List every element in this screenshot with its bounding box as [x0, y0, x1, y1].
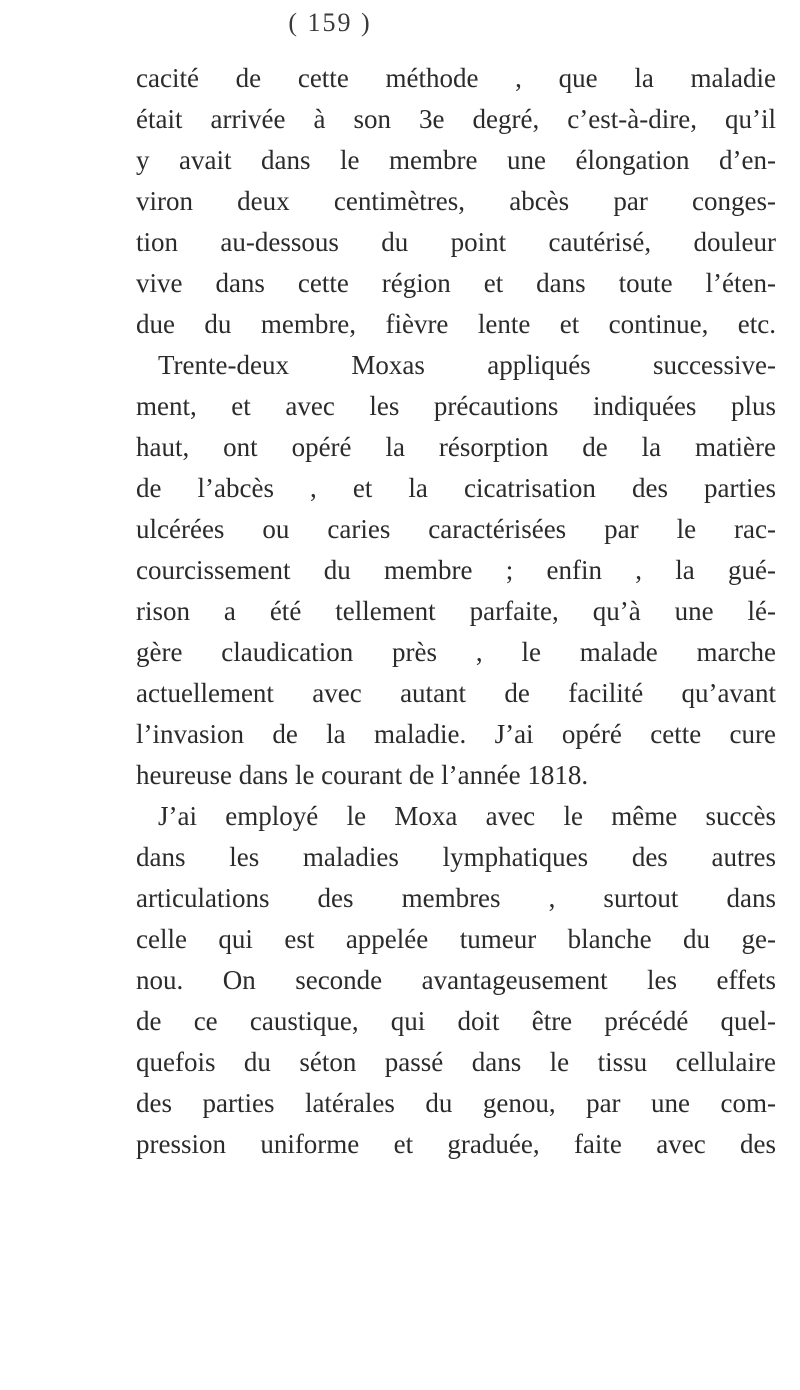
text-line: due du membre, fièvre lente et continue, etc. — [136, 309, 776, 339]
text-line: courcissement du membre ; enfin , la gué- — [136, 555, 776, 585]
text-line: articulations des membres , surtout dans — [136, 883, 776, 913]
text-line: actuellement avec autant de facilité qu’avant — [136, 678, 776, 708]
text-line: était arrivée à son 3e degré, c’est-à-dire, qu’il — [136, 104, 776, 134]
text-line: de l’abcès , et la cicatrisation des parties — [136, 473, 776, 503]
text-line: celle qui est appelée tumeur blanche du ge- — [136, 924, 776, 954]
text-line: vive dans cette région et dans toute l’éten- — [136, 268, 776, 298]
text-line: Trente-deux Moxas appliqués successive- — [158, 350, 776, 380]
text-line: y avait dans le membre une élongation d’en- — [136, 145, 776, 175]
text-line: gère claudication près , le malade marche — [136, 637, 776, 667]
text-line: nou. On seconde avantageusement les effets — [136, 965, 776, 995]
text-line: pression uniforme et graduée, faite avec des — [136, 1129, 776, 1159]
text-line: tion au-dessous du point cautérisé, douleur — [136, 227, 776, 257]
text-line: haut, ont opéré la résorption de la matière — [136, 432, 776, 462]
body-text — [136, 58, 776, 1165]
text-line: de ce caustique, qui doit être précédé quel- — [136, 1006, 776, 1036]
page-number: ( 159 ) — [288, 8, 372, 37]
text-line: rison a été tellement parfaite, qu’à une lé- — [136, 596, 776, 626]
text-line: ulcérées ou caries caractérisées par le rac- — [136, 514, 776, 544]
text-line: quefois du séton passé dans le tissu cellulaire — [136, 1047, 776, 1077]
text-line: des parties latérales du genou, par une com- — [136, 1088, 776, 1118]
text-line: dans les maladies lymphatiques des autres — [136, 842, 776, 872]
text-line: viron deux centimètres, abcès par conges- — [136, 186, 776, 216]
text-line: cacité de cette méthode , que la maladie — [136, 63, 776, 93]
text-line: heureuse dans le courant de l’année 1818. — [136, 760, 589, 790]
text-line: J’ai employé le Moxa avec le même succès — [158, 801, 776, 831]
text-line: l’invasion de la maladie. J’ai opéré cette cure — [136, 719, 776, 749]
text-line: ment, et avec les précautions indiquées plus — [136, 391, 776, 421]
